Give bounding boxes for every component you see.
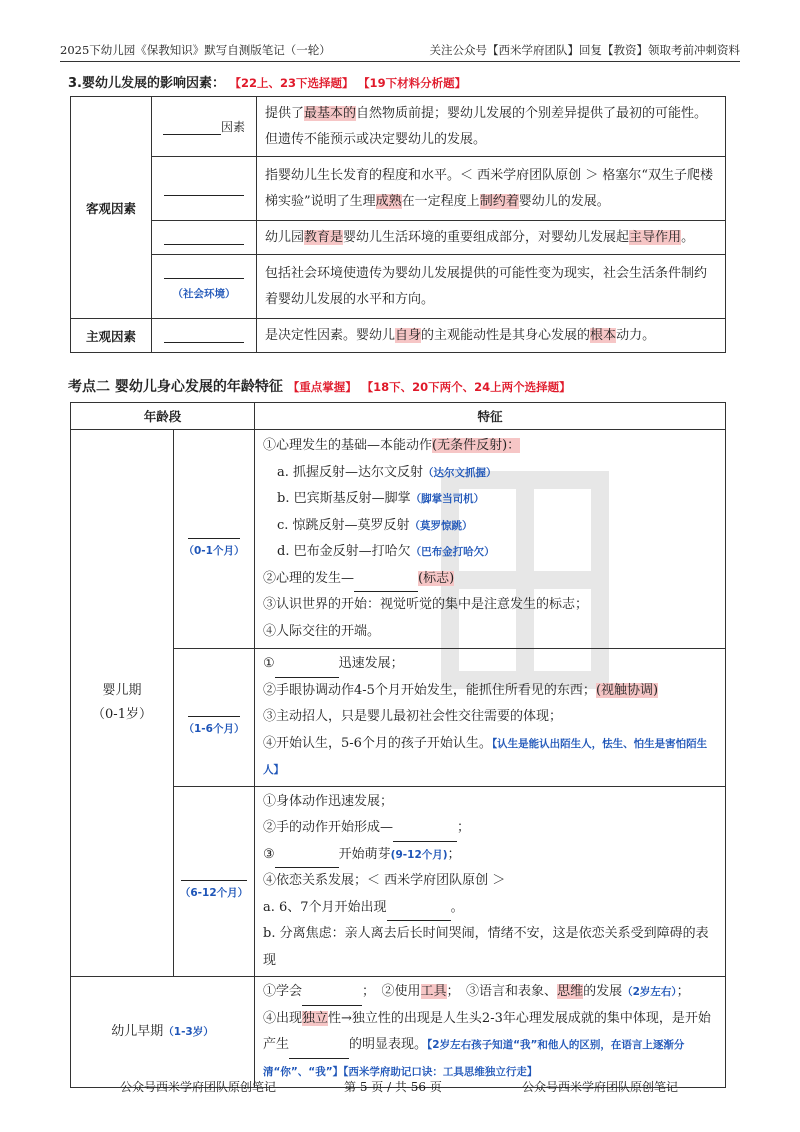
- line: ①身体动作迅速发展；: [263, 793, 394, 809]
- highlight: 自身: [395, 327, 422, 343]
- fill-blank: [164, 181, 244, 196]
- text: ②手的动作开始形成—: [263, 820, 394, 835]
- sub1-features: [255, 430, 726, 649]
- sub3-note: （6-12个月）: [179, 887, 249, 900]
- text: 是决定性因素。婴幼儿: [265, 327, 396, 343]
- line: [263, 731, 717, 784]
- kd2-tag2: 【18下、20下两个、24上两个选择题】: [361, 380, 571, 394]
- highlight: 最基本的: [304, 105, 357, 121]
- row-toddler: [71, 977, 726, 1088]
- line: [263, 678, 717, 705]
- row-0-1-month: [71, 430, 726, 649]
- fill-blank: [275, 663, 339, 678]
- sub2-note: （1-6个月）: [183, 723, 245, 736]
- fill-blank: [164, 264, 244, 279]
- note: （莫罗惊跳）: [409, 519, 473, 532]
- text: ；: [447, 846, 461, 862]
- line: [263, 513, 717, 540]
- note: (9-12个月): [390, 848, 448, 861]
- fill-blank: [393, 827, 457, 842]
- toddler-label: 幼儿早期: [111, 1024, 164, 1039]
- highlight: (视触协调): [595, 682, 659, 698]
- text: 的发展: [583, 984, 623, 999]
- note: （达尔文抓握）: [423, 466, 497, 479]
- line: [263, 486, 717, 513]
- text: 指婴幼儿生长发育的程度和水平。＜ 西米学府团队原创 ＞ 格塞尔“双生子爬楼梯实验”说明了生理: [265, 167, 714, 209]
- highlight: 思维: [557, 984, 584, 999]
- line: [263, 1006, 717, 1086]
- text: a. 6、7个月开始出现: [263, 899, 387, 915]
- highlight: 独立: [302, 1010, 329, 1026]
- kd2-title-text: 考点二 婴幼儿身心发展的年龄特征: [68, 379, 283, 395]
- factors-table: [70, 96, 726, 353]
- education-text: [257, 221, 726, 255]
- line: [263, 539, 717, 566]
- maturation-text: [257, 157, 726, 221]
- fill-blank: [188, 524, 240, 539]
- text: 的主观能动性是其身心发展的: [421, 327, 591, 343]
- line: b. 分离焦虑：亲人离去后长时间哭闹，情绪不安，这是依恋关系受到障碍的表现: [263, 926, 709, 968]
- sub3-features: [255, 786, 726, 977]
- text: c. 惊跳反射—莫罗反射: [277, 517, 410, 533]
- infancy-range: （0-1岁）: [92, 707, 152, 722]
- text: ①: [263, 656, 275, 671]
- text: ①心理发生的基础—本能动作: [263, 438, 433, 453]
- maturation-blank-cell: [152, 157, 257, 221]
- environment-text: 包括社会环境使遗传为婴幼儿发展提供的可能性变为现实，社会生活条件制约着婴幼儿发展的水平和方向。: [257, 255, 726, 319]
- factor-row-heredity: [71, 97, 726, 157]
- text: 的明显表现。: [349, 1037, 428, 1052]
- factor-suffix: 因素: [220, 120, 245, 134]
- text: ④出现: [263, 1010, 303, 1026]
- text: 开始萌芽: [338, 846, 391, 862]
- infancy-label: 婴儿期: [102, 683, 142, 698]
- heredity-text: [257, 97, 726, 157]
- note: （2岁左右）: [622, 986, 677, 998]
- text: ③: [263, 846, 275, 862]
- fill-blank: [289, 1044, 349, 1059]
- factor-row-maturation: [71, 157, 726, 221]
- subjective-blank-cell: [152, 319, 257, 353]
- highlight: (标志): [418, 570, 455, 586]
- footer-right: 公众号西米学府团队原创笔记: [522, 1080, 679, 1094]
- section3-title-text: 3.婴幼儿发展的影响因素：: [68, 76, 225, 91]
- text: 动力。: [616, 327, 656, 343]
- text: ；: [676, 984, 690, 999]
- text: ； ②使用: [362, 984, 421, 999]
- toddler-note: （1-3岁）: [163, 1026, 214, 1038]
- line: [263, 815, 717, 842]
- highlight: 工具: [420, 984, 447, 999]
- highlight: 主导作用: [629, 229, 682, 245]
- line: [263, 460, 717, 487]
- section3-tag2: 【19下材料分析题】: [358, 76, 467, 90]
- objective-factors-cell: 客观因素: [71, 97, 152, 319]
- text: 在一定程度上: [401, 193, 480, 209]
- text: a. 抓握反射—达尔文反射: [277, 464, 424, 480]
- fill-blank: [302, 991, 362, 1006]
- fill-blank: [387, 906, 451, 921]
- note: 【认生是能认出陌生人，怯生、怕生是害怕陌生人】: [263, 737, 708, 776]
- text: b. 巴宾斯基反射—脚掌: [277, 491, 411, 506]
- note: （巴布金打哈欠）: [410, 546, 495, 558]
- age-table-header: [71, 403, 726, 430]
- sub2-features: [255, 649, 726, 787]
- text: 。: [450, 899, 464, 915]
- text: 性→独立性的出现是人生头2-3年心理发展成就的集中体现，是开始产生: [263, 1010, 711, 1052]
- text: ②手眼协调动作4-5个月开始发生，能抓住所看见的东西；: [263, 682, 596, 698]
- subjective-factors-cell: 主观因素: [71, 319, 152, 353]
- line: [263, 842, 717, 869]
- text: ； ③语言和表象、: [446, 984, 558, 999]
- highlight: 教育是: [304, 229, 344, 245]
- fill-blank: [275, 853, 339, 868]
- environment-note: （社会环境）: [172, 288, 236, 300]
- line: ④人际交往的开端。: [263, 623, 381, 639]
- highlight: 制约着: [479, 193, 519, 209]
- text: 提供了: [265, 105, 305, 121]
- fill-blank: [354, 577, 418, 592]
- text: ；: [457, 820, 471, 835]
- col-age-header: 年龄段: [71, 403, 255, 430]
- fill-blank: [188, 702, 240, 717]
- text: 婴幼儿生活环境的重要组成部分，对婴幼儿发展起: [343, 229, 630, 245]
- header-left: 2025下幼儿园《保教知识》默写自测版笔记（一轮）: [60, 43, 331, 57]
- text: d. 巴布金反射—打哈欠: [277, 544, 411, 559]
- line: ④依恋关系发展；＜ 西米学府团队原创 ＞: [263, 873, 506, 888]
- kd2-tag1: 【重点掌握】: [287, 380, 357, 394]
- line: [263, 651, 717, 678]
- education-blank-cell: [152, 221, 257, 255]
- note: 【西米学府助记口诀：工具思维独立行走】: [343, 1065, 538, 1078]
- factor-row-education: [71, 221, 726, 255]
- subjective-text: [257, 319, 726, 353]
- section3-tag1: 【22上、23下选择题】: [229, 76, 354, 90]
- col-feature-header: 特征: [255, 403, 726, 430]
- toddler-cell: [71, 977, 255, 1088]
- highlight: 成熟: [375, 193, 402, 209]
- text: ①学会: [263, 984, 303, 999]
- fill-blank: [163, 120, 221, 135]
- toddler-features: [255, 977, 726, 1088]
- text: 自然物质前提；婴幼儿发展的个别差异提供了最初的可能性。但遗传不能预示或决定婴幼儿的发展。: [265, 105, 708, 147]
- fill-blank: [164, 230, 244, 245]
- factor-row-subjective: [71, 319, 726, 353]
- fill-blank: [164, 328, 244, 343]
- highlight: 根本: [590, 327, 617, 343]
- text: 幼儿园: [265, 229, 305, 245]
- sub2-cell: [174, 649, 255, 787]
- age-features-table: [70, 402, 726, 1088]
- footer-left: 公众号西米学府团队原创笔记: [120, 1080, 277, 1094]
- sub1-cell: [174, 430, 255, 649]
- footer-page-number: 第 5 页 / 共 56 页: [344, 1080, 442, 1094]
- line: [263, 433, 717, 460]
- section-kd2-title: [68, 376, 571, 396]
- line: [263, 566, 717, 593]
- line: ③认识世界的开始：视觉听觉的集中是注意发生的标志；: [263, 597, 589, 612]
- infancy-cell: [71, 430, 174, 977]
- note: （脚掌当司机）: [410, 493, 485, 505]
- section3-title: [68, 72, 466, 91]
- highlight: (无条件反射)：: [432, 438, 521, 453]
- note: 【2岁左右孩子知道“我”和他人的区别，在语言上逐渐分清“你”、“我”】: [263, 1039, 685, 1078]
- line: [263, 979, 717, 1006]
- text: ②心理的发生—: [263, 570, 355, 586]
- line: [263, 895, 717, 922]
- heredity-blank-cell: [152, 97, 257, 157]
- sub1-note: （0-1个月）: [183, 545, 245, 557]
- text: 迅速发展；: [338, 656, 404, 671]
- sub3-cell: [174, 786, 255, 977]
- line: ③主动招人，只是婴儿最初社会性交往需要的体现；: [263, 709, 563, 724]
- page-header: [60, 36, 740, 62]
- text: 婴幼儿的发展。: [518, 193, 610, 209]
- factor-row-environment: [71, 255, 726, 319]
- environment-blank-cell: [152, 255, 257, 319]
- text: 。: [681, 229, 695, 245]
- fill-blank: [181, 866, 247, 881]
- header-right: 关注公众号【西米学府团队】回复【教资】领取考前冲刺资料: [429, 43, 740, 57]
- text: ④开始认生，5-6个月的孩子开始认生。: [263, 735, 492, 751]
